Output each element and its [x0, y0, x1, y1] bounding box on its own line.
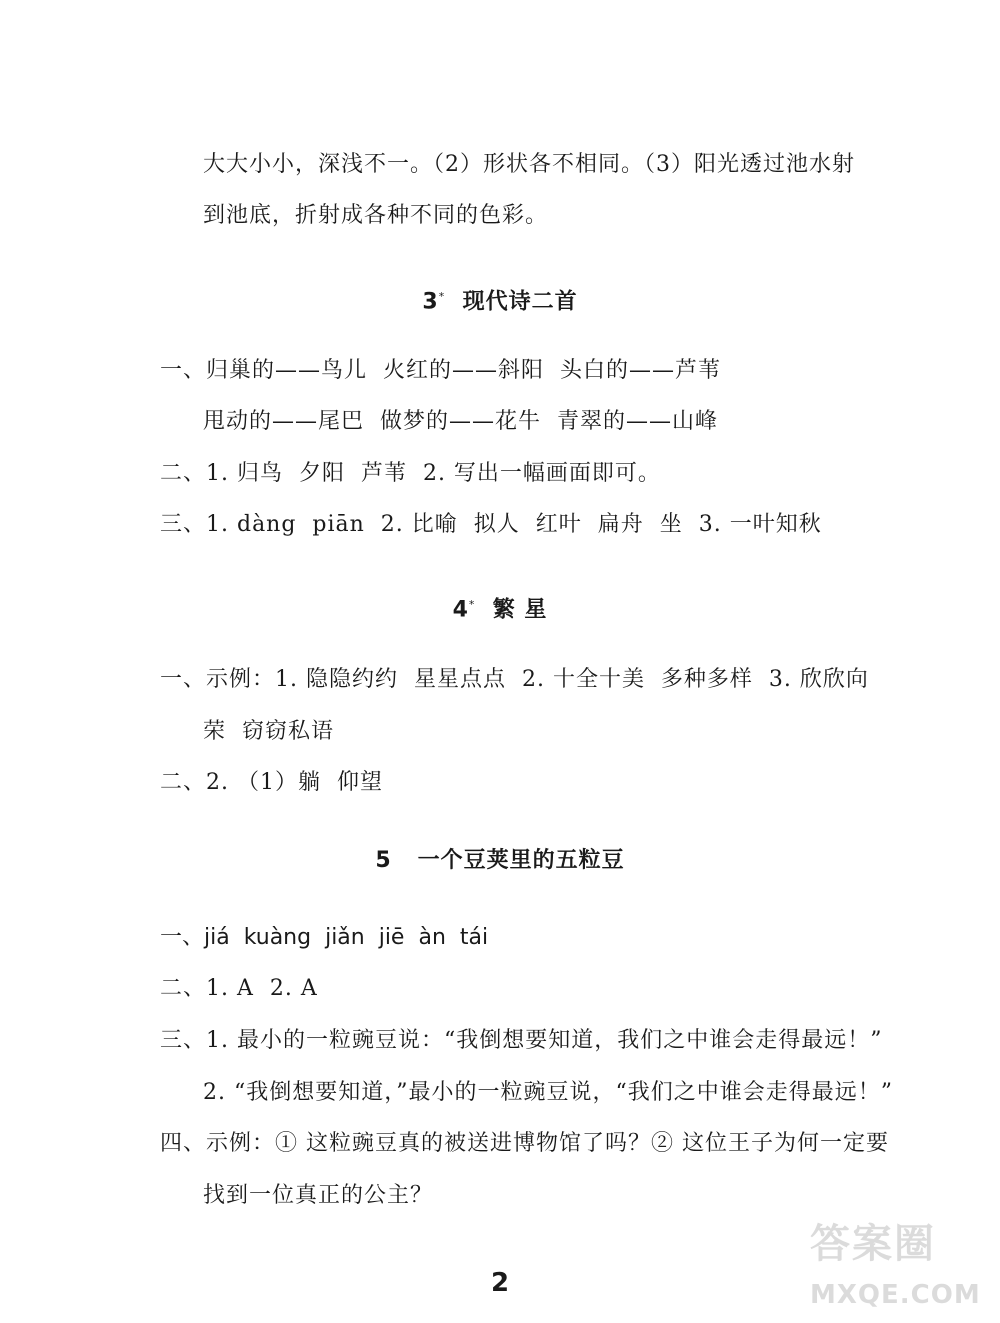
optional-mark: *: [438, 290, 446, 303]
page-number: 2: [490, 1268, 510, 1298]
text-line: 荣 窃窃私语: [203, 719, 334, 744]
watermark: [790, 1212, 990, 1322]
text-line: 找到一位真正的公主？: [203, 1183, 434, 1208]
text-line: 二、1. A 2. A: [160, 976, 318, 1001]
text-line: 一、jiá kuàng jiǎn jiē àn tái: [160, 925, 489, 950]
section-title: [0, 846, 1000, 876]
text-line: 四、示例：① 这粒豌豆真的被送进博物馆了吗？② 这位王子为何一定要: [160, 1131, 889, 1156]
watermark-text: 答案圈: [810, 1221, 936, 1267]
section-number: 5: [375, 848, 392, 873]
text-line: 二、2. （1）躺 仰望: [160, 770, 383, 795]
text-line: 到池底，折射成各种不同的色彩。: [203, 203, 549, 228]
text-line: 三、1. 最小的一粒豌豆说：“我倒想要知道，我们之中谁会走得最远！”: [160, 1028, 883, 1053]
text-line: 二、1. 归鸟 夕阳 芦苇 2. 写出一幅画面即可。: [160, 461, 661, 486]
section-heading: 一个豆荚里的五粒豆: [417, 848, 625, 873]
text-line: 一、示例：1. 隐隐约约 星星点点 2. 十全十美 多种多样 3. 欣欣向: [160, 667, 869, 692]
section-heading: 现代诗二首: [462, 289, 578, 315]
text-line: 甩动的——尾巴 做梦的——花牛 青翠的——山峰: [203, 409, 718, 434]
section-title: [0, 590, 1000, 625]
section-number: 3: [422, 289, 439, 315]
section-number: 4: [452, 597, 469, 623]
section-heading: 繁 星: [492, 597, 548, 623]
text-line: 三、1. dàng piān 2. 比喻 拟人 红叶 扁舟 坐 3. 一叶知秋: [160, 512, 822, 537]
text-line: 一、归巢的——鸟儿 火红的——斜阳 头白的——芦苇: [160, 358, 721, 383]
watermark-url: MXQE.COM: [810, 1280, 981, 1310]
text-line: 大大小小，深浅不一。（2）形状各不相同。（3）阳光透过池水射: [203, 152, 855, 177]
text-line: 2. “我倒想要知道，”最小的一粒豌豆说，“我们之中谁会走得最远！”: [203, 1080, 893, 1105]
optional-mark: *: [468, 598, 476, 611]
section-title: [0, 282, 1000, 317]
